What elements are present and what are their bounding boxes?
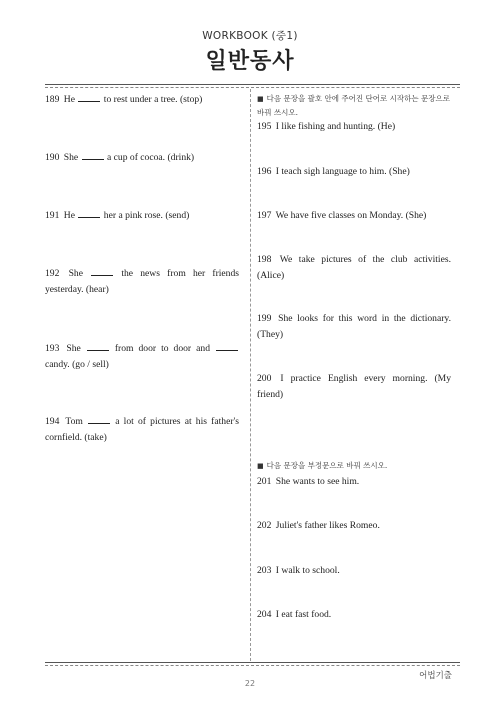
question-subject: Tom — [65, 416, 83, 427]
question-200 — [257, 371, 451, 403]
question-number: 203 — [257, 565, 272, 576]
question-text: a cup of cocoa. (drink) — [107, 152, 195, 163]
question-number: 189 — [45, 94, 60, 105]
question-number: 196 — [257, 166, 272, 177]
question-number: 198 — [257, 254, 272, 265]
top-rule — [45, 84, 460, 88]
question-201 — [257, 474, 451, 490]
question-189 — [45, 92, 239, 108]
question-text: to rest under a tree. (stop) — [103, 94, 203, 105]
question-number: 200 — [257, 373, 272, 384]
answer-blank[interactable] — [78, 208, 100, 218]
question-subject: She — [66, 343, 81, 354]
question-number: 191 — [45, 210, 60, 221]
instruction-text: 다음 문장을 괄호 안에 주어진 단어로 시작하는 문장으로 바꿔 쓰시오. — [257, 94, 450, 117]
question-191 — [45, 208, 239, 224]
question-text: the news from her friends yesterday. (hear) — [45, 268, 240, 295]
question-number: 199 — [257, 313, 272, 324]
question-195 — [257, 119, 451, 135]
question-197 — [257, 208, 451, 224]
footer-label: 어법기출 — [419, 671, 452, 681]
question-203 — [257, 563, 451, 579]
question-text: We have five classes on Monday. (She) — [275, 210, 427, 221]
answer-blank[interactable] — [91, 266, 113, 276]
question-number: 192 — [45, 268, 60, 279]
instruction-text: 다음 문장을 부정문으로 바꿔 쓰시오. — [266, 461, 388, 470]
question-190 — [45, 150, 239, 166]
question-subject: She — [68, 268, 83, 279]
question-number: 202 — [257, 520, 272, 531]
square-bullet-icon: ■ — [257, 462, 264, 470]
instruction-convert-subject — [257, 92, 453, 120]
page-title: 일반동사 — [205, 49, 295, 74]
question-202 — [257, 518, 451, 534]
question-subject: He — [63, 210, 75, 221]
question-subject: She — [63, 152, 79, 163]
question-text: I walk to school. — [275, 565, 340, 576]
answer-blank[interactable] — [88, 414, 110, 424]
question-number: 197 — [257, 210, 272, 221]
answer-blank[interactable] — [216, 341, 238, 351]
question-192 — [45, 266, 239, 298]
question-text: I practice English every morning. (My friend) — [257, 373, 451, 400]
question-text: She wants to see him. — [275, 476, 360, 487]
question-text: We take pictures of the club activities. (Alice) — [257, 254, 451, 281]
question-number: 195 — [257, 121, 272, 132]
question-number: 204 — [257, 609, 272, 620]
question-text: a lot of pictures at his father's cornfield. (take) — [45, 416, 239, 443]
page-number: 22 — [244, 679, 256, 688]
question-text: I like fishing and hunting. (He) — [275, 121, 396, 132]
question-number: 193 — [45, 343, 60, 354]
answer-blank[interactable] — [87, 341, 109, 351]
question-text: She looks for this word in the dictionary. (They) — [257, 313, 451, 340]
question-text: I eat fast food. — [275, 609, 332, 620]
question-text: I teach sigh language to him. (She) — [275, 166, 410, 177]
question-196 — [257, 164, 451, 180]
page-subtitle: WORKBOOK (중1) — [202, 30, 298, 42]
question-number: 201 — [257, 476, 272, 487]
question-198 — [257, 252, 451, 284]
answer-blank[interactable] — [82, 150, 104, 160]
question-text: from door to door and — [114, 343, 210, 354]
question-text: Juliet's father likes Romeo. — [275, 520, 380, 531]
question-text: her a pink rose. (send) — [103, 210, 190, 221]
column-divider — [250, 89, 251, 661]
bottom-rule — [45, 662, 460, 666]
question-text: candy. (go / sell) — [45, 359, 109, 370]
question-199 — [257, 311, 451, 343]
question-number: 194 — [45, 416, 60, 427]
question-204 — [257, 607, 451, 623]
question-subject: He — [63, 94, 75, 105]
square-bullet-icon: ■ — [257, 95, 264, 103]
question-193 — [45, 341, 239, 373]
question-number: 190 — [45, 152, 60, 163]
instruction-negative — [257, 459, 453, 473]
answer-blank[interactable] — [78, 92, 100, 102]
question-194 — [45, 414, 239, 446]
